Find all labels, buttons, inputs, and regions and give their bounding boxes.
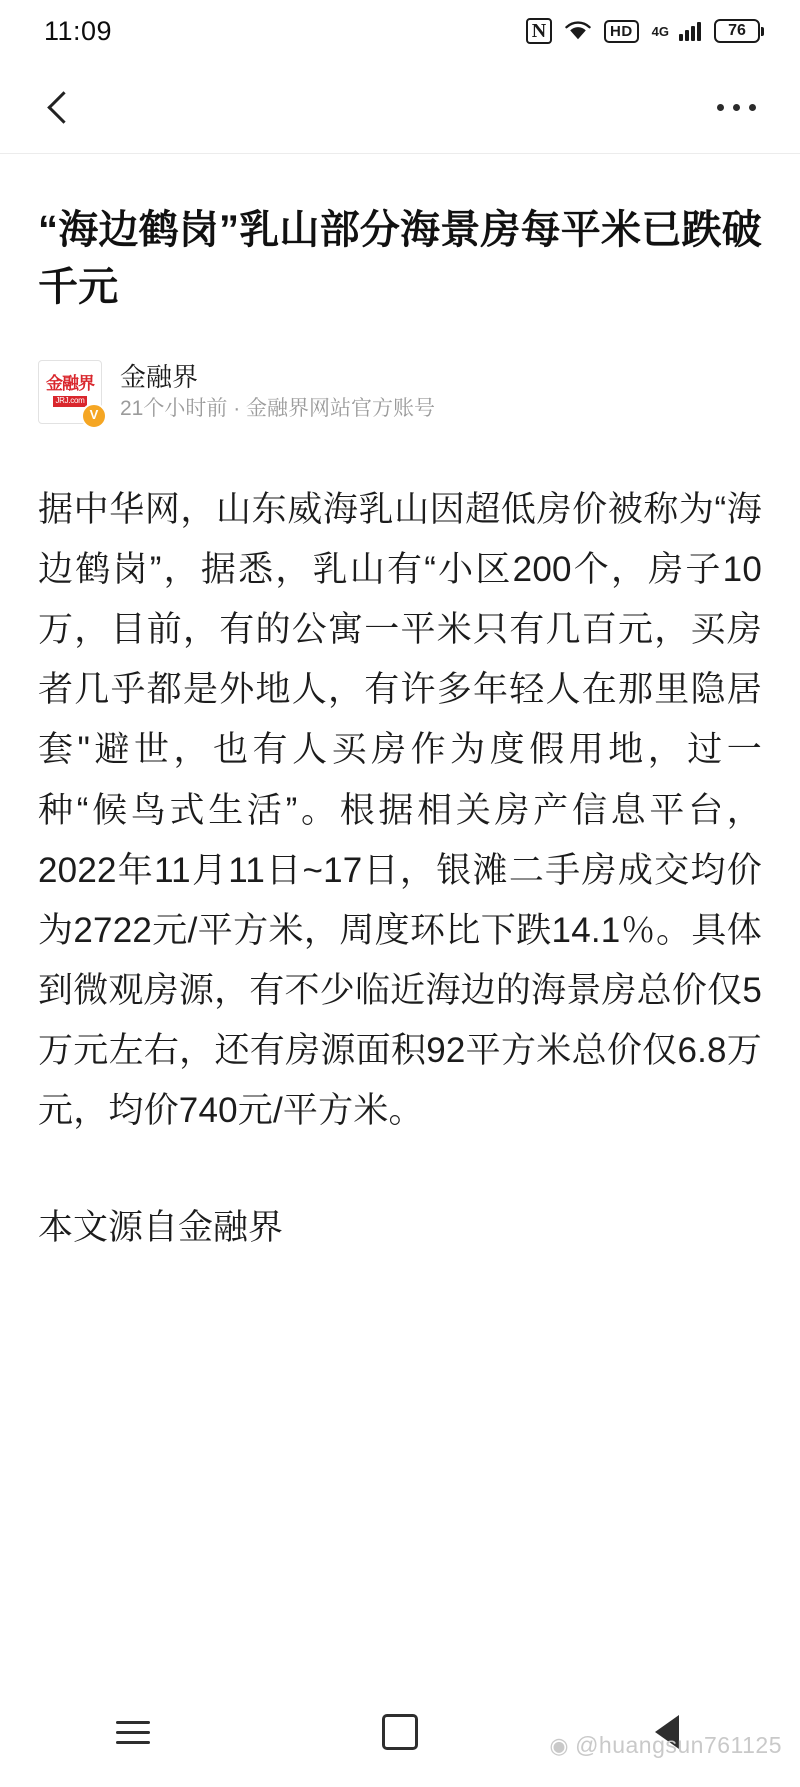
menu-icon bbox=[116, 1721, 150, 1744]
watermark-text: @huangsun761125 bbox=[575, 1732, 782, 1758]
article-meta: 21个小时前 · 金融界网站官方账号 bbox=[120, 397, 436, 421]
recents-button[interactable] bbox=[73, 1697, 193, 1767]
network-4g-label: 4G bbox=[651, 23, 669, 39]
byline-text bbox=[120, 364, 435, 419]
battery-icon bbox=[714, 19, 764, 43]
avatar-logo-subtext: JRJ.com bbox=[55, 396, 85, 406]
article-body: 据中华网，山东威海乳山因超低房价被称为“海边鹤岗”，据悉，乳山有“小区200个，房子10万，目前，有的公寓一平米只有几百元，买房者几乎都是外地人，有许多年轻人在那里隐居套"避世，也有人买房作为度假用地，过一种“候鸟式生活”。根据相关房产信息平台，2022年11月11日~17日，银滩二手房成交均价为2722元/平方米，周度环比下跌14.1％。具体到微观房源，有不少临近海边的海景房总价仅5万元左右，还有房源面积92平方米总价仅6.8万元，均价740元/平方米。 bbox=[38, 489, 762, 1131]
status-icons bbox=[526, 18, 764, 44]
verified-badge-icon: V bbox=[81, 403, 107, 429]
back-icon[interactable] bbox=[40, 88, 80, 128]
top-nav bbox=[0, 62, 800, 154]
more-options-icon[interactable] bbox=[717, 104, 756, 111]
page-title: “海边鹤岗”乳山部分海景房每平米已跌破千元 bbox=[38, 208, 762, 309]
byline[interactable] bbox=[38, 360, 762, 424]
home-button[interactable] bbox=[340, 1697, 460, 1767]
article-content bbox=[0, 154, 800, 1257]
square-icon bbox=[382, 1714, 418, 1750]
battery-level: 76 bbox=[714, 19, 760, 43]
weibo-icon: ◉ bbox=[549, 1732, 570, 1758]
status-time: 11:09 bbox=[44, 15, 113, 46]
nfc-icon: N bbox=[526, 18, 552, 44]
network-4g-icon bbox=[651, 23, 669, 39]
signal-bars-icon bbox=[679, 21, 701, 41]
wifi-icon bbox=[565, 21, 591, 41]
avatar-logo-text: 金融界 bbox=[46, 374, 94, 395]
watermark bbox=[549, 1732, 782, 1759]
status-bar bbox=[0, 0, 800, 62]
battery-cap bbox=[761, 27, 764, 36]
hd-icon: HD bbox=[604, 20, 639, 43]
author-name[interactable]: 金融界 bbox=[120, 362, 199, 393]
article-source: 本文源自金融界 bbox=[38, 1207, 284, 1247]
avatar[interactable] bbox=[38, 360, 102, 424]
